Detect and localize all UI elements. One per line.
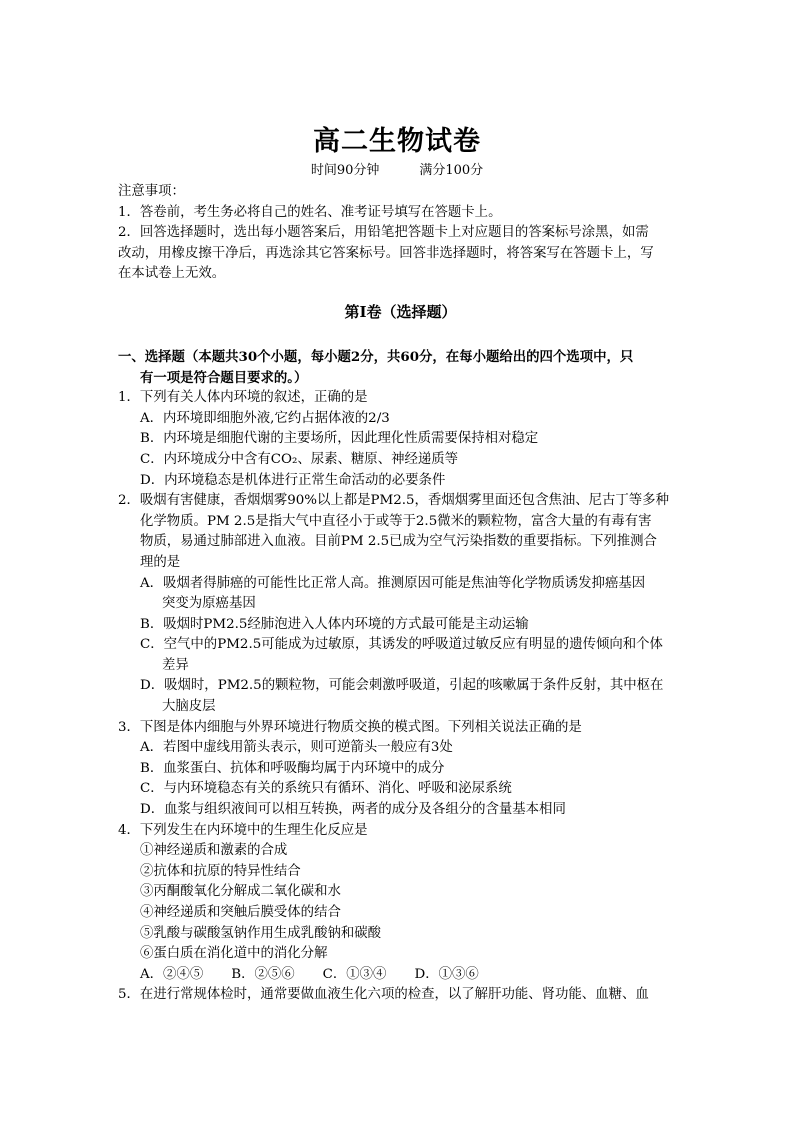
question-2-stem: 2．吸烟有害健康，香烟烟雾90%以上都是PM2.5，香烟烟雾里面还包含焦油、尼古丁等多种 xyxy=(118,493,669,509)
question-1-option: C．内环境成分中含有CO₂、尿素、糖原、神经递质等 xyxy=(140,451,459,467)
notice-item: 在本试卷上无效。 xyxy=(118,266,226,282)
exam-time: 时间90分钟 xyxy=(310,163,380,178)
notice-item: 1．答卷前，考生务必将自己的姓名、准考证号填写在答题卡上。 xyxy=(118,204,502,220)
question-4-option-d: D．①③⑥ xyxy=(414,966,479,982)
question-3-option: D．血浆与组织液间可以相互转换，两者的成分及各组分的含量基本相同 xyxy=(140,802,566,818)
question-3-option: B．血浆蛋白、抗体和呼吸酶均属于内环境中的成分 xyxy=(140,760,445,776)
question-1-option: A．内环境即细胞外液,它约占据体液的2/3 xyxy=(140,410,390,426)
question-2-option-d: D．吸烟时，PM2.5的颗粒物，可能会刺激呼吸道，引起的咳嗽属于条件反射，其中枢在 xyxy=(140,678,664,694)
question-2-option-a-cont: 突变为原癌基因 xyxy=(162,596,256,612)
question-4-option-c: C．①③④ xyxy=(322,966,387,982)
question-4-option-a: A．②④⑤ xyxy=(140,966,204,982)
part-heading-cont: 有一项是符合题目要求的。） xyxy=(140,369,308,386)
question-2-option-d-cont: 大脑皮层 xyxy=(162,699,216,715)
exam-subtitle xyxy=(0,162,794,180)
exam-body xyxy=(118,182,683,1006)
question-4-options xyxy=(118,965,683,986)
question-3-option: A．若图中虚线用箭头表示，则可逆箭头一般应有3处 xyxy=(140,740,453,756)
question-4-item: ①神经递质和激素的合成 xyxy=(140,843,288,859)
question-2-option-a: A．吸烟者得肺癌的可能性比正常人高。推测原因可能是焦油等化学物质诱发抑癌基因 xyxy=(140,575,646,591)
exam-score: 满分100分 xyxy=(419,163,484,178)
question-4-item: ⑤乳酸与碳酸氢钠作用生成乳酸钠和碳酸 xyxy=(140,925,382,941)
question-4-item: ②抗体和抗原的特异性结合 xyxy=(140,863,301,879)
question-1-option: B．内环境是细胞代谢的主要场所，因此理化性质需要保持相对稳定 xyxy=(140,431,539,447)
question-4-stem: 4．下列发生在内环境中的生理生化反应是 xyxy=(118,822,368,838)
question-1-stem: 1．下列有关人体内环境的叙述，正确的是 xyxy=(118,390,368,406)
notice-heading: 注意事项： xyxy=(118,184,185,199)
question-2-option-c: C．空气中的PM2.5可能成为过敏原，其诱发的呼吸道过敏反应有明显的遗传倾向和个体 xyxy=(140,637,663,653)
question-4-item: ⑥蛋白质在消化道中的消化分解 xyxy=(140,946,328,962)
part-heading: 一、选择题（本题共30个小题，每小题2分，共60分，在每小题给出的四个选项中，只 xyxy=(118,348,634,365)
question-2-stem-cont: 物质，易通过肺部进入血液。目前PM 2.5已成为空气污染指数的重要指标。下列推测合 xyxy=(140,534,657,550)
question-5-stem: 5．在进行常规体检时，通常要做血液生化六项的检查，以了解肝功能、肾功能、血糖、血 xyxy=(118,987,649,1003)
question-3-stem: 3．下图是体内细胞与外界环境进行物质交换的模式图。下列相关说法正确的是 xyxy=(118,719,582,735)
exam-title: 高二生物试卷 xyxy=(313,126,481,157)
question-1-option: D．内环境稳态是机体进行正常生命活动的必要条件 xyxy=(140,472,446,488)
question-2-option-c-cont: 差异 xyxy=(162,657,189,673)
question-4-item: ③丙酮酸氧化分解成二氧化碳和水 xyxy=(140,884,341,900)
question-4-option-b: B．②⑤⑥ xyxy=(231,966,295,982)
question-4-item: ④神经递质和突触后膜受体的结合 xyxy=(140,905,341,920)
question-2-stem-cont: 理的是 xyxy=(140,554,181,570)
question-2-stem-cont: 化学物质。PM 2.5是指大气中直径小于或等于2.5微米的颗粒物，富含大量的有毒有害 xyxy=(140,513,652,529)
notice-item: 改动，用橡皮擦干净后，再选涂其它答案标号。回答非选择题时，将答案写在答题卡上，写 xyxy=(118,245,654,261)
question-3-option: C．与内环境稳态有关的系统只有循环、消化、呼吸和泌尿系统 xyxy=(140,781,512,797)
notice-item: 2．回答选择题时，选出每小题答案后，用铅笔把答题卡上对应题目的答案标号涂黑，如需 xyxy=(118,225,649,241)
question-2-option-b: B．吸烟时PM2.5经肺泡进入人体内环境的方式最可能是主动运输 xyxy=(140,616,529,632)
section-title: 第Ⅰ卷（选择题） xyxy=(344,302,457,321)
